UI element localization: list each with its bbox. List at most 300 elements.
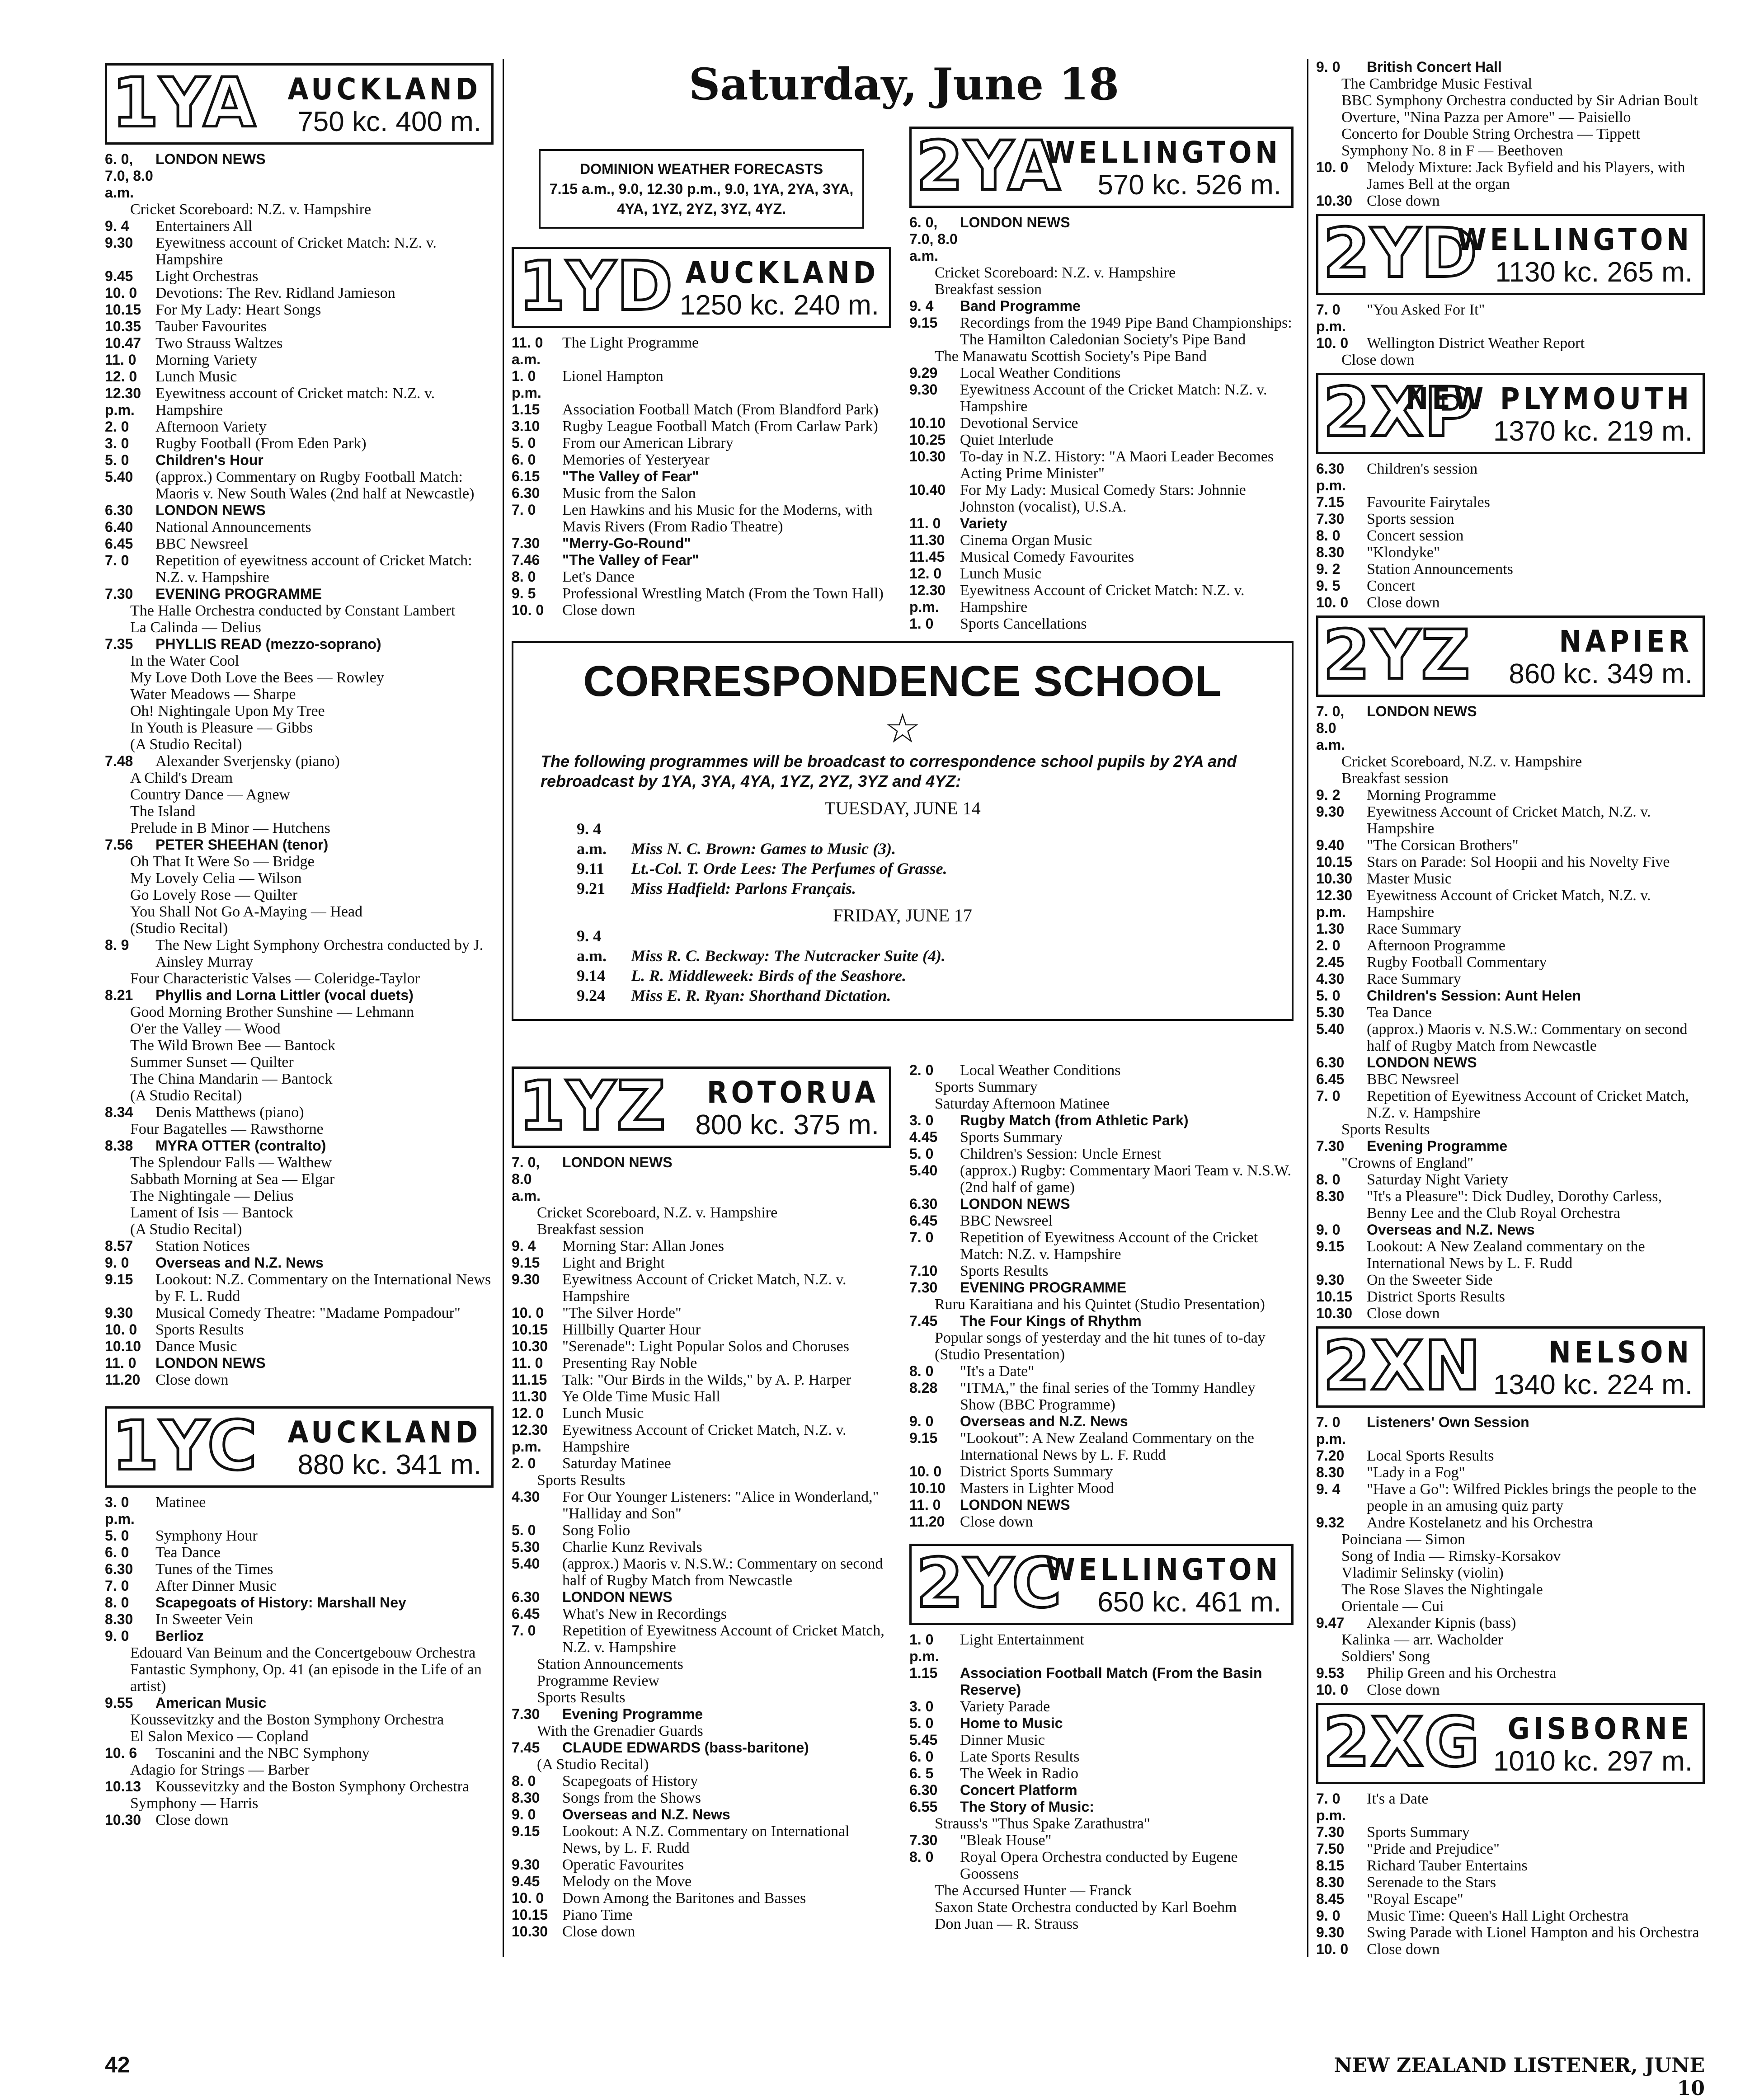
program-entry: [105, 1037, 494, 1054]
program-time: 10.15: [512, 1321, 548, 1338]
program-entry: [105, 619, 494, 636]
program-entry: [1316, 937, 1705, 954]
program-title: Eyewitness Account of Cricket Match, N.Z. v. Hampshire: [1367, 803, 1651, 837]
program-entry: [105, 853, 494, 870]
program-time: 6.30: [909, 1782, 938, 1798]
program-title: Alexander Sverjensky (piano): [155, 753, 340, 770]
program-title: The Story of Music:: [960, 1799, 1094, 1815]
program-entry: [105, 435, 494, 452]
program-entry: [512, 1873, 891, 1890]
school-intro: The following programmes will be broadcast to correspondence school pupils by 2YA and rebroadcast by 1YA, 3YA, 4YA, 1YZ, 2YZ, 3YZ and 4YZ:: [541, 752, 1237, 790]
program-time: 7.30: [909, 1279, 938, 1296]
program-list-2xp: [1316, 460, 1705, 611]
program-title: LONDON NEWS: [960, 214, 1070, 230]
program-title: Ruru Karaitiana and his Quintet (Studio Presentation): [935, 1296, 1265, 1313]
program-entry: [909, 565, 1294, 582]
program-title: From our American Library: [562, 435, 734, 451]
program-time: 8.28: [909, 1380, 938, 1396]
program-entry: [1316, 1615, 1705, 1631]
program-entry: [105, 903, 494, 920]
program-title: Close down: [960, 1513, 1033, 1530]
program-entry: [105, 653, 494, 669]
program-time: 10.10: [909, 1480, 946, 1496]
program-entry: [105, 418, 494, 435]
program-title: LONDON NEWS: [155, 1355, 266, 1371]
program-time: 10.15: [1316, 1288, 1353, 1305]
program-title: Close down: [1367, 193, 1440, 209]
program-title: Morning Star: Allan Jones: [562, 1238, 724, 1254]
program-time: 5.40: [512, 1555, 540, 1572]
program-time: 6.30: [512, 485, 540, 501]
program-title: LONDON NEWS: [960, 1196, 1070, 1212]
program-entry: [1316, 1305, 1705, 1322]
program-entry: [1316, 1121, 1705, 1138]
program-entry: [1316, 193, 1705, 209]
station-header-1yc: [105, 1406, 494, 1488]
program-title: (A Studio Recital): [130, 1087, 242, 1104]
program-title: Scapegoats of History: Marshall Ney: [155, 1594, 406, 1611]
program-title: Musical Comedy Favourites: [960, 549, 1134, 565]
program-entry: [105, 970, 494, 987]
program-entry: [909, 1062, 1294, 1079]
program-entry: [105, 636, 494, 653]
column-middle-left: [512, 1062, 891, 1966]
program-entry: [105, 1020, 494, 1037]
station-header-2yd: [1316, 214, 1705, 295]
program-entry: [909, 1765, 1294, 1782]
program-title: District Sports Results: [1367, 1288, 1505, 1305]
program-time: 10. 0: [1316, 159, 1349, 175]
program-entry: [105, 1321, 494, 1338]
program-entry: [1316, 1138, 1705, 1155]
program-title: Station Announcements: [537, 1656, 683, 1672]
program-entry: [1316, 870, 1705, 887]
program-entry: [1316, 301, 1705, 335]
program-entry: [105, 1762, 494, 1778]
program-entry: [105, 820, 494, 836]
program-entry: [1316, 1598, 1705, 1615]
program-title: Dance Music: [155, 1338, 237, 1355]
program-time: 10.35: [105, 318, 141, 334]
column-rule: [1307, 59, 1308, 1957]
program-title: Symphony — Harris: [130, 1795, 259, 1812]
program-title: Rugby Football (From Eden Park): [155, 435, 367, 452]
program-title: Close down: [1341, 352, 1415, 368]
program-entry: [1316, 1648, 1705, 1665]
program-title: Station Announcements: [1367, 561, 1513, 578]
program-time: 7. 0: [512, 1622, 536, 1639]
program-entry: [105, 1728, 494, 1745]
program-time: 9.30: [105, 235, 133, 251]
program-entry: [909, 515, 1294, 532]
program-entry: [105, 385, 494, 418]
program-title: Sports session: [1367, 511, 1454, 527]
program-title: Stars on Parade: Sol Hoopii and his Novelty Five: [1367, 854, 1670, 870]
program-title: Morning Programme: [1367, 787, 1496, 803]
program-entry: [909, 1079, 1294, 1095]
program-entry: [909, 1212, 1294, 1229]
station-call: 2YZ: [1323, 616, 1471, 695]
program-title: Breakfast session: [1341, 770, 1449, 787]
program-entry: [909, 1782, 1294, 1799]
program-entry: [105, 502, 494, 519]
program-entry: [1316, 460, 1705, 494]
station-city: NAPIER: [1559, 624, 1693, 659]
program-time: 8.38: [105, 1137, 133, 1154]
program-time: 9.30: [512, 1856, 540, 1873]
program-time: 9. 0: [105, 1628, 129, 1644]
program-entry: [909, 1732, 1294, 1748]
program-time: 3. 0: [909, 1698, 934, 1715]
station-freq: 880 kc. 341 m.: [297, 1449, 481, 1480]
program-title: The China Mandarin — Bantock: [130, 1071, 333, 1087]
program-entry: [1316, 987, 1705, 1004]
station-city: NELSON: [1548, 1335, 1693, 1370]
program-time: 9. 4: [1316, 1481, 1341, 1497]
program-entry: [512, 1522, 891, 1539]
program-title: National Announcements: [155, 519, 311, 536]
program-title: Music Time: Queen's Hall Light Orchestra: [1367, 1907, 1629, 1924]
program-entry: [512, 552, 891, 568]
program-time: 7.48: [105, 753, 133, 769]
program-title: Soldiers' Song: [1341, 1648, 1430, 1665]
program-title: O'er the Valley — Wood: [130, 1020, 281, 1037]
program-time: 5. 0: [512, 1522, 536, 1538]
program-title: Matinee: [155, 1494, 206, 1511]
program-title: Repetition of eyewitness account of Cricket Match: N.Z. v. Hampshire: [155, 552, 472, 586]
program-entry: [1316, 1088, 1705, 1121]
station-header-1yd: [512, 247, 891, 328]
program-entry: [105, 586, 494, 602]
program-time: 9.40: [1316, 837, 1345, 853]
program-entry: [909, 1229, 1294, 1263]
program-title: Afternoon Variety: [155, 418, 267, 435]
program-title: The Rose Slaves the Nightingale: [1341, 1581, 1543, 1598]
program-entry: [909, 264, 1294, 281]
program-entry: [512, 1589, 891, 1606]
program-time: 8.30: [512, 1790, 540, 1806]
program-entry: [105, 1137, 494, 1154]
program-title: Saxon State Orchestra conducted by Karl Boehm: [935, 1899, 1237, 1916]
program-entry: [909, 365, 1294, 381]
program-entry: [105, 803, 494, 820]
program-entry: [909, 1430, 1294, 1463]
program-entry: [1316, 770, 1705, 787]
program-entry: [909, 1296, 1294, 1313]
program-entry: [1316, 1665, 1705, 1682]
station-city: AUCKLAND: [287, 1415, 481, 1450]
program-entry: [105, 1338, 494, 1355]
program-entry: [512, 1154, 891, 1204]
program-list-2ya: [909, 214, 1294, 632]
program-entry: [909, 615, 1294, 632]
program-title: The Cambridge Music Festival: [1341, 75, 1533, 92]
station-freq: 1370 kc. 219 m.: [1493, 416, 1693, 447]
program-entry: [1316, 1481, 1705, 1514]
program-title: Koussevitzky and the Boston Symphony Orchestra: [130, 1711, 444, 1728]
program-title: Breakfast session: [935, 281, 1042, 298]
program-title: "Crowns of England": [1341, 1155, 1474, 1171]
program-time: 9.15: [1316, 1238, 1345, 1254]
program-entry: [512, 1321, 891, 1338]
program-entry: [105, 836, 494, 853]
program-time: 10. 0: [512, 1305, 544, 1321]
program-entry: [512, 1656, 891, 1672]
program-entry: [105, 1561, 494, 1578]
program-title: Oh That It Were So — Bridge: [130, 853, 315, 870]
lesson-time: 9. 4 a.m.: [577, 820, 607, 858]
program-title: Race Summary: [1367, 971, 1461, 987]
program-time: 8. 0: [512, 1773, 536, 1789]
program-entry: [512, 1204, 891, 1221]
program-time: 9. 0: [1316, 1907, 1341, 1924]
program-title: The Four Kings of Rhythm: [960, 1313, 1142, 1329]
program-title: BBC Symphony Orchestra conducted by Sir Adrian Boult: [1341, 92, 1698, 109]
program-entry: [1316, 787, 1705, 803]
program-title: British Concert Hall: [1367, 59, 1502, 75]
program-entry: [909, 1463, 1294, 1480]
program-title: Devotions: The Rev. Ridland Jamieson: [155, 285, 395, 301]
program-title: Overseas and N.Z. News: [960, 1413, 1128, 1429]
station-city: GISBORNE: [1507, 1711, 1693, 1746]
program-title: Oh! Nightingale Upon My Tree: [130, 703, 325, 719]
program-title: The New Light Symphony Orchestra conducted by J. Ainsley Murray: [155, 937, 484, 970]
program-list-2xg: [1316, 1790, 1705, 1958]
program-entry: [512, 485, 891, 502]
program-entry: [105, 1628, 494, 1644]
school-days: [541, 798, 1265, 1005]
program-title: Phyllis and Lorna Littler (vocal duets): [155, 987, 414, 1003]
program-time: 6.55: [909, 1799, 938, 1815]
program-title: (approx.) Maoris v. N.S.W.: Commentary on second half of Rugby Match from Newcastle: [1367, 1021, 1688, 1054]
lesson-title: Miss E. R. Ryan: Shorthand Dictation.: [631, 987, 891, 1005]
program-title: Orientale — Cui: [1341, 1598, 1444, 1615]
program-title: Close down: [1367, 1682, 1440, 1698]
program-title: Sports Summary: [935, 1079, 1038, 1095]
program-entry: [105, 1778, 494, 1795]
program-title: Tea Dance: [155, 1544, 221, 1561]
program-entry: [1316, 1004, 1705, 1021]
program-time: 8.45: [1316, 1891, 1345, 1907]
program-entry: [909, 1698, 1294, 1715]
program-entry: [1316, 75, 1705, 92]
program-title: LONDON NEWS: [960, 1497, 1070, 1513]
publication-footer: NEW ZEALAND LISTENER, JUNE 10: [1334, 2054, 1705, 2100]
program-entry: [105, 887, 494, 903]
program-title: Close down: [155, 1812, 229, 1828]
program-time: 10. 0: [105, 1321, 137, 1338]
program-title: Water Meadows — Sharpe: [130, 686, 296, 703]
program-entry: [105, 1238, 494, 1254]
program-entry: [512, 1823, 891, 1856]
program-title: BBC Newsreel: [155, 536, 248, 552]
program-title: Memories of Yesteryear: [562, 451, 710, 468]
program-entry: [512, 1455, 891, 1472]
program-title: Symphony Hour: [155, 1527, 258, 1544]
program-title: Go Lovely Rose — Quilter: [130, 887, 298, 903]
program-title: Song of India — Rimsky-Korsakov: [1341, 1548, 1561, 1564]
program-entry: [105, 1271, 494, 1305]
program-entry: [909, 1162, 1294, 1196]
program-title: Sports Results: [537, 1689, 626, 1706]
program-title: Repetition of Eyewitness Account of Cricket Match, N.Z. v. Hampshire: [562, 1622, 884, 1656]
program-title: Overture, "Nina Pazza per Amore" — Paisiello: [1341, 109, 1631, 126]
program-title: Close down: [155, 1372, 229, 1388]
program-time: 7. 0 p.m.: [1316, 301, 1346, 334]
school-lesson: [541, 986, 1265, 1005]
lesson-title: Lt.-Col. T. Orde Lees: The Perfumes of Grasse.: [631, 860, 947, 878]
program-time: 7.30: [1316, 511, 1345, 527]
station-call: 1YZ: [518, 1067, 667, 1146]
program-entry: [105, 268, 494, 285]
program-title: Breakfast session: [537, 1221, 644, 1238]
program-title: EVENING PROGRAMME: [960, 1279, 1127, 1296]
program-time: 11.30: [512, 1388, 547, 1405]
program-entry: [512, 468, 891, 485]
program-title: Tauber Favourites: [155, 318, 267, 335]
program-time: 8.30: [1316, 1188, 1345, 1204]
program-list-1yc: [105, 1494, 494, 1828]
program-title: Children's Session: Aunt Helen: [1367, 987, 1581, 1004]
program-title: Dinner Music: [960, 1732, 1045, 1748]
lesson-title: L. R. Middleweek: Birds of the Seashore.: [631, 967, 906, 985]
program-title: With the Grenadier Guards: [537, 1723, 703, 1739]
program-time: 9.15: [512, 1823, 540, 1839]
program-time: 8. 0: [909, 1363, 934, 1379]
program-time: 6.45: [1316, 1071, 1345, 1087]
station-call: 2YA: [916, 127, 1061, 206]
program-time: 12. 0: [512, 1405, 544, 1421]
program-title: Kalinka — arr. Wacholder: [1341, 1631, 1503, 1648]
program-title: LONDON NEWS: [562, 1589, 673, 1605]
program-entry: [909, 582, 1294, 615]
program-time: 5.30: [512, 1539, 540, 1555]
program-title: EVENING PROGRAMME: [155, 586, 322, 602]
program-entry: [909, 432, 1294, 448]
program-entry: [909, 1849, 1294, 1882]
program-entry: [512, 1338, 891, 1355]
program-time: 9. 4: [512, 1238, 536, 1254]
program-title: Musical Comedy Theatre: "Madame Pompadour": [155, 1305, 461, 1321]
program-entry: [105, 1254, 494, 1271]
program-title: In the Water Cool: [130, 653, 240, 669]
page-title: Saturday, June 18: [688, 59, 1120, 110]
program-title: The Week in Radio: [960, 1765, 1078, 1782]
program-title: Lunch Music: [155, 368, 237, 385]
program-time: 5. 0: [909, 1715, 934, 1731]
program-time: 2. 0: [909, 1062, 934, 1078]
program-entry: [105, 703, 494, 719]
program-entry: [512, 1555, 891, 1589]
program-time: 9. 5: [1316, 578, 1341, 594]
program-entry: [909, 549, 1294, 565]
program-title: (approx.) Maoris v. N.S.W.: Commentary on second half of Rugby Match from Newcastle: [562, 1555, 883, 1589]
program-time: 7.30: [1316, 1824, 1345, 1840]
station-freq: 1010 kc. 297 m.: [1493, 1746, 1693, 1777]
program-entry: [512, 1856, 891, 1873]
program-title: My Lovely Celia — Wilson: [130, 870, 302, 887]
program-entry: [1316, 1155, 1705, 1171]
station-header-2yc: [909, 1544, 1294, 1625]
station-freq: 1250 kc. 240 m.: [679, 290, 879, 321]
program-entry: [105, 218, 494, 235]
program-entry: [909, 1882, 1294, 1899]
program-time: 7.56: [105, 836, 133, 853]
program-time: 11. 0: [909, 1497, 941, 1513]
program-entry: [909, 532, 1294, 549]
program-entry: [105, 987, 494, 1004]
program-time: 7.30: [909, 1832, 938, 1848]
program-time: 2.45: [1316, 954, 1345, 970]
station-city: WELLINGTON: [1045, 135, 1281, 170]
program-time: 9. 0: [1316, 59, 1341, 75]
station-city: ROTORUA: [706, 1075, 879, 1110]
program-title: PHYLLIS READ (mezzo-soprano): [155, 636, 381, 652]
program-entry: [909, 348, 1294, 365]
program-entry: [1316, 1790, 1705, 1824]
program-title: Eyewitness Account of Cricket Match, N.Z. v. Hampshire: [562, 1422, 847, 1455]
program-title: Children's session: [1367, 460, 1478, 477]
station-call: 1YC: [112, 1407, 258, 1485]
program-time: 8. 0: [909, 1849, 934, 1865]
program-title: Masters in Lighter Mood: [960, 1480, 1114, 1497]
program-list-1yd: [512, 334, 891, 619]
program-entry: [909, 1196, 1294, 1212]
program-entry: [105, 1372, 494, 1388]
program-time: 10.47: [105, 335, 141, 351]
program-entry: [1316, 1447, 1705, 1464]
program-title: Popular songs of yesterday and the hit tunes of to-day (Studio Presentation): [935, 1330, 1265, 1363]
program-list-1yz: [512, 1154, 891, 1940]
program-entry: [512, 568, 891, 585]
program-entry: [105, 469, 494, 502]
program-title: Evening Programme: [562, 1706, 703, 1722]
program-entry: [105, 770, 494, 786]
lesson-title: Miss Hadfield: Parlons Français.: [631, 879, 856, 897]
program-entry: [512, 1890, 891, 1907]
program-entry: [909, 1815, 1294, 1832]
program-title: Eyewitness Account of Cricket Match, N.Z. v. Hampshire: [562, 1271, 847, 1305]
program-time: 9.55: [105, 1695, 133, 1711]
program-entry: [512, 1622, 891, 1656]
lesson-time: 9. 4 a.m.: [577, 927, 607, 965]
program-time: 6.30: [1316, 1054, 1345, 1071]
program-time: 10.30: [1316, 1305, 1353, 1321]
program-time: 9. 4: [105, 218, 129, 234]
program-entry: [105, 1745, 494, 1762]
program-entry: [1316, 561, 1705, 578]
program-entry: [1316, 1464, 1705, 1481]
program-time: 9. 5: [512, 585, 536, 601]
program-title: (Studio Recital): [130, 920, 228, 937]
program-time: 9. 0: [1316, 1221, 1341, 1238]
program-time: 9.45: [105, 268, 133, 284]
program-entry: [1316, 1581, 1705, 1598]
program-title: Cricket Scoreboard, N.Z. v. Hampshire: [1341, 753, 1582, 770]
program-entry: [105, 1154, 494, 1171]
program-time: 3.10: [512, 418, 540, 434]
program-entry: [909, 415, 1294, 432]
program-entry: [909, 1799, 1294, 1815]
program-time: 7. 0: [105, 552, 129, 568]
program-time: 7.20: [1316, 1447, 1345, 1464]
program-entry: [1316, 159, 1705, 193]
program-time: 9.15: [909, 1430, 938, 1446]
program-time: 7. 0: [909, 1229, 934, 1245]
correspondence-school-box: [512, 641, 1294, 1021]
program-time: 7.30: [105, 586, 133, 602]
station-freq: 1130 kc. 265 m.: [1495, 257, 1693, 288]
